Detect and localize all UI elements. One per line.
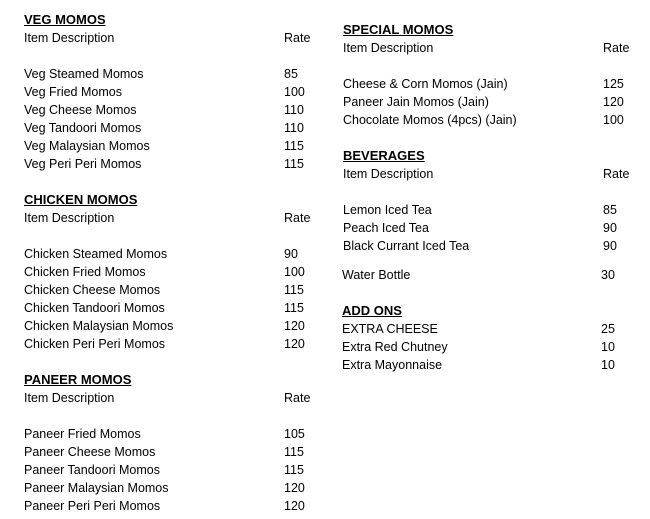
column-header: [24, 389, 324, 407]
item-description-header: Item Description: [343, 167, 434, 181]
beverages-section: [343, 147, 643, 284]
item-rate: 115: [284, 301, 304, 315]
menu-item: [24, 335, 324, 353]
item-description-header: Item Description: [24, 391, 115, 405]
item-name: Black Currant Iced Tea: [343, 239, 470, 253]
section-title: SPECIAL MOMOS: [343, 22, 454, 37]
rate-header: Rate: [284, 31, 311, 45]
menu-item: [343, 219, 643, 237]
section-title: PANEER MOMOS: [24, 372, 132, 387]
item-name: Veg Malaysian Momos: [24, 139, 150, 153]
column-header: [343, 165, 643, 183]
item-rate: 115: [284, 445, 304, 459]
rate-header: Rate: [603, 41, 630, 55]
menu-item: [24, 281, 324, 299]
item-rate: 10: [601, 340, 615, 354]
section-title: CHICKEN MOMOS: [24, 192, 138, 207]
column-header: [24, 209, 324, 227]
item-rate: 120: [603, 95, 624, 109]
item-description-header: Item Description: [343, 41, 434, 55]
item-rate: 110: [284, 103, 304, 117]
item-rate: 120: [284, 319, 305, 333]
menu-item: [342, 320, 642, 338]
special-momos-section: [343, 21, 643, 129]
item-rate: 85: [284, 67, 298, 81]
menu-item: [24, 317, 324, 335]
item-rate: 110: [284, 121, 304, 135]
item-rate: 90: [603, 221, 617, 235]
item-description-header: Item Description: [24, 211, 115, 225]
menu-item: [342, 356, 642, 374]
item-rate: 120: [284, 481, 305, 495]
menu-item: [24, 155, 324, 173]
menu-item: [343, 201, 643, 219]
item-rate: 115: [284, 463, 304, 477]
rate-header: Rate: [284, 211, 311, 225]
item-name: Chicken Cheese Momos: [24, 283, 161, 297]
item-name: Veg Cheese Momos: [24, 103, 137, 117]
rate-header: Rate: [284, 391, 311, 405]
paneer-momos-section: [24, 371, 324, 515]
item-rate: 25: [601, 322, 615, 336]
item-name: Cheese & Corn Momos (Jain): [343, 77, 508, 91]
menu-item: [24, 461, 324, 479]
menu-item: [24, 299, 324, 317]
item-name: Paneer Tandoori Momos: [24, 463, 160, 477]
item-rate: 120: [284, 499, 305, 513]
item-name: Peach Iced Tea: [343, 221, 429, 235]
item-name: Paneer Fried Momos: [24, 427, 141, 441]
item-name: Chicken Steamed Momos: [24, 247, 168, 261]
menu-item: [24, 443, 324, 461]
menu-item: [343, 111, 643, 129]
item-name: EXTRA CHEESE: [342, 322, 438, 336]
menu-item: [343, 75, 643, 93]
item-rate: 90: [284, 247, 298, 261]
menu-item: [342, 266, 642, 284]
item-description-header: Item Description: [24, 31, 115, 45]
rate-header: Rate: [603, 167, 630, 181]
menu-item: [24, 137, 324, 155]
chicken-momos-section: [24, 191, 324, 353]
menu-item: [24, 263, 324, 281]
item-name: Chicken Peri Peri Momos: [24, 337, 166, 351]
column-header: [343, 39, 643, 57]
section-title: ADD ONS: [342, 303, 402, 318]
item-rate: 115: [284, 283, 304, 297]
item-name: Chocolate Momos (4pcs) (Jain): [343, 113, 517, 127]
item-rate: 85: [603, 203, 617, 217]
menu-item: [24, 83, 324, 101]
item-name: Veg Tandoori Momos: [24, 121, 142, 135]
add-ons-section: [342, 302, 642, 374]
item-name: Paneer Cheese Momos: [24, 445, 156, 459]
item-name: Water Bottle: [342, 268, 411, 282]
item-name: Paneer Jain Momos (Jain): [343, 95, 489, 109]
item-name: Veg Fried Momos: [24, 85, 122, 99]
menu-item: [342, 338, 642, 356]
item-rate: 10: [601, 358, 615, 372]
item-rate: 90: [603, 239, 617, 253]
menu-item: [24, 119, 324, 137]
item-rate: 100: [284, 85, 305, 99]
menu-item: [343, 237, 643, 255]
veg-momos-section: [24, 11, 324, 173]
item-name: Chicken Fried Momos: [24, 265, 146, 279]
menu-item: [24, 425, 324, 443]
section-title: BEVERAGES: [343, 148, 425, 163]
menu-item: [24, 497, 324, 515]
item-rate: 115: [284, 139, 304, 153]
item-rate: 30: [601, 268, 615, 282]
item-rate: 125: [603, 77, 624, 91]
item-rate: 115: [284, 157, 304, 171]
item-name: Extra Red Chutney: [342, 340, 448, 354]
menu-item: [24, 479, 324, 497]
item-name: Paneer Malaysian Momos: [24, 481, 169, 495]
menu-item: [343, 93, 643, 111]
menu-item: [24, 101, 324, 119]
item-name: Paneer Peri Peri Momos: [24, 499, 161, 513]
item-name: Chicken Malaysian Momos: [24, 319, 174, 333]
item-name: Lemon Iced Tea: [343, 203, 432, 217]
section-title: VEG MOMOS: [24, 12, 106, 27]
menu-item: [24, 65, 324, 83]
item-name: Veg Peri Peri Momos: [24, 157, 142, 171]
item-rate: 105: [284, 427, 305, 441]
item-name: Extra Mayonnaise: [342, 358, 443, 372]
item-name: Veg Steamed Momos: [24, 67, 144, 81]
item-name: Chicken Tandoori Momos: [24, 301, 165, 315]
menu-item: [24, 245, 324, 263]
column-header: [24, 29, 324, 47]
item-rate: 100: [603, 113, 624, 127]
item-rate: 120: [284, 337, 305, 351]
item-rate: 100: [284, 265, 305, 279]
